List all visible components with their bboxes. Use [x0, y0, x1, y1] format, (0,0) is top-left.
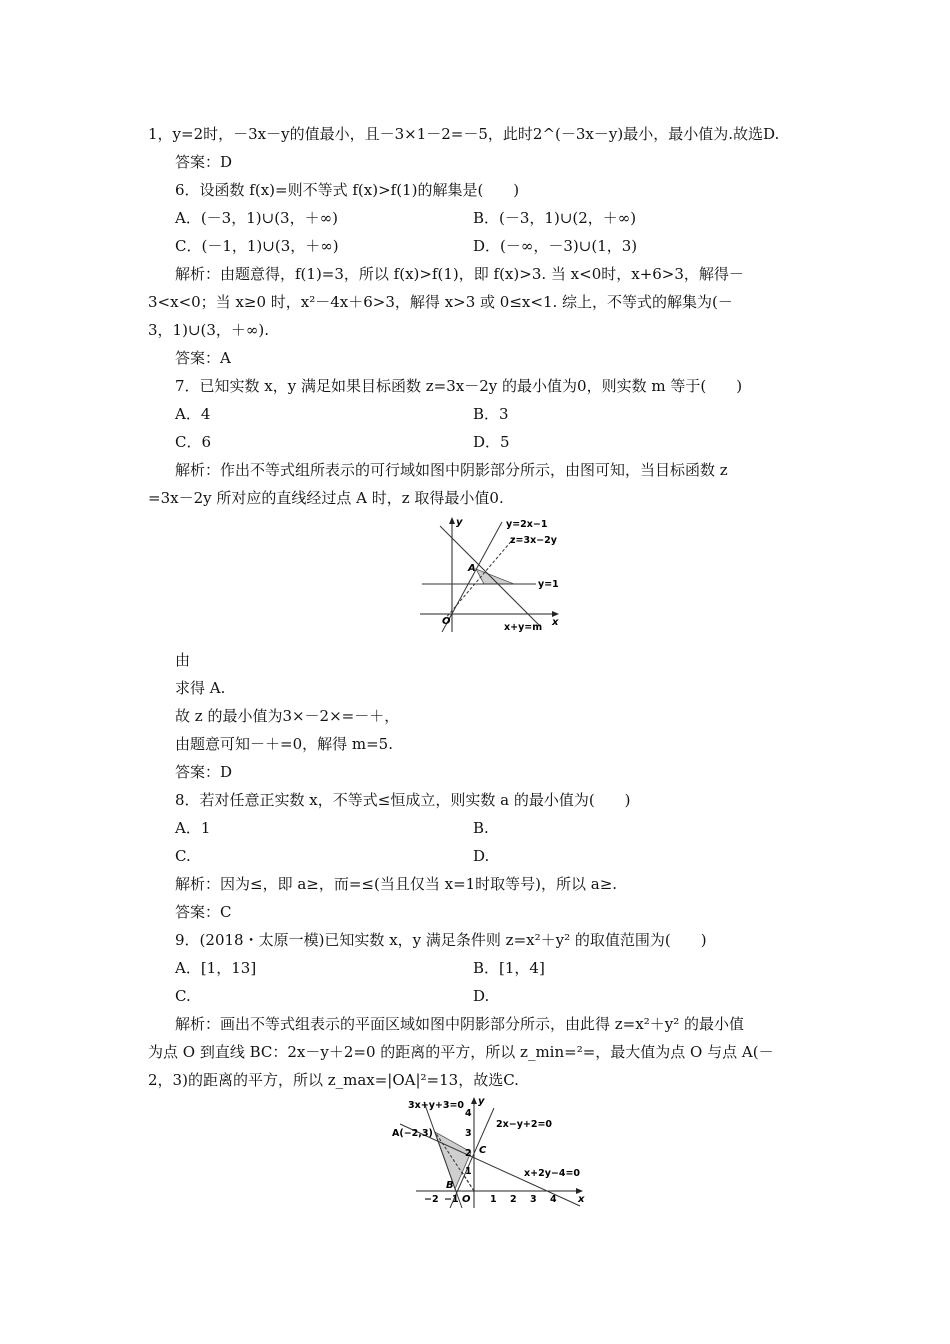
- q9-option-a[interactable]: A．[1，13]: [175, 959, 257, 977]
- q9-tick-x-3: 3: [530, 1194, 537, 1205]
- q9-label-y-axis: y: [478, 1096, 485, 1107]
- question-7-stem: 7．已知实数 x，y 满足如果目标函数 z=3x－2y 的最小值为0，则实数 m 等于( ): [175, 377, 743, 395]
- q6-option-a[interactable]: A．(－3，1)∪(3，＋∞): [175, 209, 338, 227]
- q9-label-a: A(−2,3): [392, 1128, 433, 1139]
- q8-option-d[interactable]: D.: [473, 847, 490, 865]
- q7-after-line-4: 由题意可知－＋=0，解得 m=5.: [175, 735, 393, 753]
- q7-after-line-3: 故 z 的最小值为3×－2×=－＋，: [175, 707, 400, 725]
- q7-label-x-axis: x: [552, 617, 559, 628]
- q7-label-y-2x-1: y=2x−1: [506, 519, 548, 530]
- q9-tick-y-3: 3: [465, 1128, 472, 1139]
- q7-label-x-plus-y-m: x+y=m: [504, 622, 543, 633]
- q8-answer: 答案：C: [175, 903, 232, 921]
- q9-option-c[interactable]: C.: [175, 987, 191, 1005]
- q7-after-line-2: 求得 A.: [175, 679, 226, 697]
- question-9-stem: 9．(2018・太原一模)已知实数 x，y 满足条件则 z=x²＋y² 的取值范围为( ): [175, 931, 707, 949]
- q7-line-z: [444, 538, 514, 620]
- q9-label-o: O: [462, 1194, 471, 1205]
- q7-option-d[interactable]: D．5: [473, 433, 510, 451]
- q7-label-a: A: [468, 563, 476, 574]
- q9-solution-line-3: 2，3)的距离的平方，所以 z_max=|OA|²=13，故选C.: [148, 1071, 519, 1089]
- q9-tick-y-1: 1: [465, 1166, 472, 1177]
- q9-tick-x-neg1: −1: [444, 1194, 459, 1205]
- q8-option-c[interactable]: C.: [175, 847, 191, 865]
- question-8-stem: 8．若对任意正实数 x，不等式≤恒成立，则实数 a 的最小值为( ): [175, 791, 631, 809]
- q8-option-b[interactable]: B.: [473, 819, 489, 837]
- q6-solution-line-3: 3，1)∪(3，＋∞).: [148, 321, 270, 339]
- q7-after-line-1: 由: [175, 651, 191, 669]
- q9-label-2x-y-2: 2x−y+2=0: [496, 1119, 553, 1130]
- q9-tick-y-2: 2: [465, 1148, 472, 1159]
- q9-y-arrow: [471, 1097, 477, 1104]
- q9-label-x-2y-4: x+2y−4=0: [524, 1168, 581, 1179]
- q6-solution-line-1: 解析：由题意得，f(1)=3，所以 f(x)>f(1)，即 f(x)>3. 当 x<0时，x+6>3，解得－: [175, 265, 744, 283]
- q9-solution-line-1: 解析：画出不等式组表示的平面区域如图中阴影部分所示，由此得 z=x²＋y² 的最小值: [175, 1015, 744, 1033]
- q9-option-b[interactable]: B．[1，4]: [473, 959, 545, 977]
- q9-tick-x-4: 4: [550, 1194, 557, 1205]
- q9-label-b: B: [446, 1180, 454, 1191]
- q9-solution-line-2: 为点 O 到直线 BC：2x－y＋2=0 的距离的平方，所以 z_min=²=，最大值为点 O 与点 A(－: [148, 1043, 774, 1061]
- q6-option-b[interactable]: B．(－3，1)∪(2，＋∞): [473, 209, 637, 227]
- q8-option-a[interactable]: A．1: [175, 819, 211, 837]
- q7-solution-line-2: =3x－2y 所对应的直线经过点 A 时，z 取得最小值0.: [148, 489, 504, 507]
- q9-tick-x-2: 2: [510, 1194, 517, 1205]
- q9-tick-y-4: 4: [465, 1108, 472, 1119]
- q7-label-o: O: [442, 616, 451, 627]
- q9-label-3x-y-3: 3x+y+3=0: [408, 1100, 465, 1111]
- q7-answer: 答案：D: [175, 763, 233, 781]
- q7-label-y-1: y=1: [538, 579, 559, 590]
- q7-solution-line-1: 解析：作出不等式组所表示的可行域如图中阴影部分所示，由图可知，当目标函数 z: [175, 461, 728, 479]
- q7-label-z: z=3x−2y: [510, 535, 557, 546]
- q9-label-c: C: [479, 1145, 487, 1156]
- q6-option-c[interactable]: C．(－1，1)∪(3，＋∞): [175, 237, 339, 255]
- q7-option-b[interactable]: B．3: [473, 405, 509, 423]
- q6-answer: 答案：A: [175, 349, 231, 367]
- q7-y-arrow: [449, 517, 455, 524]
- q9-option-d[interactable]: D.: [473, 987, 490, 1005]
- q7-option-a[interactable]: A．4: [175, 405, 211, 423]
- answer-line: 答案：D: [175, 153, 233, 171]
- q9-tick-x-neg2: −2: [424, 1194, 439, 1205]
- q7-label-y-axis: y: [456, 517, 463, 528]
- q8-solution: 解析：因为≤，即 a≥，而=≤(当且仅当 x=1时取等号)，所以 a≥.: [175, 875, 618, 893]
- question-6-stem: 6．设函数 f(x)=则不等式 f(x)>f(1)的解集是( ): [175, 181, 520, 199]
- q6-option-d[interactable]: D．(－∞，－3)∪(1，3): [473, 237, 638, 255]
- q9-tick-x-1: 1: [490, 1194, 497, 1205]
- q7-option-c[interactable]: C．6: [175, 433, 212, 451]
- intro-line: 1，y=2时，－3x－y的值最小，且－3×1－2=－5，此时2^(－3x－y)最小，最小值为.故选D.: [148, 125, 780, 143]
- q9-feasible-region-figure: [390, 1094, 600, 1212]
- q9-label-x-axis: x: [578, 1194, 585, 1205]
- q7-feasible-region-figure: [418, 514, 568, 634]
- q6-solution-line-2: 3<x<0；当 x≥0 时，x²－4x＋6>3，解得 x>3 或 0≤x<1. 综上，不等式的解集为(－: [148, 293, 733, 311]
